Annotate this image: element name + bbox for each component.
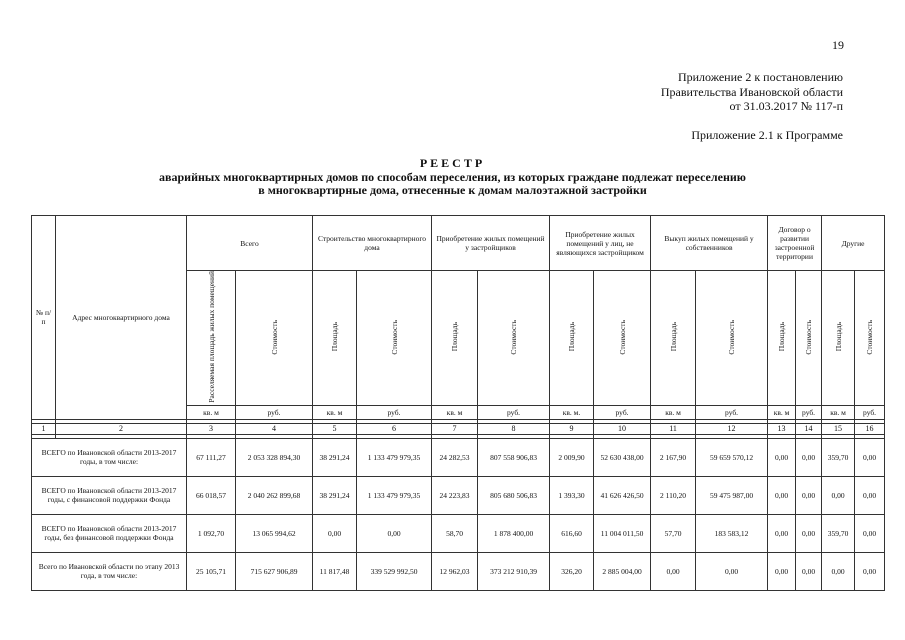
header-sub — [796, 271, 822, 406]
header-sub-label: Площадь — [668, 322, 678, 352]
table-row — [32, 552, 885, 590]
unit-cell: руб. — [855, 405, 885, 419]
table-row — [32, 438, 885, 476]
header-sub — [594, 271, 651, 406]
header-sub — [432, 271, 478, 406]
header-sub-label: Площадь — [567, 322, 577, 352]
cell: 57,70 — [651, 514, 696, 552]
header-sub-label: Расселяемая площадь жилых помещений — [206, 271, 216, 403]
column-number: 1 — [32, 423, 56, 434]
cell: 326,20 — [550, 552, 594, 590]
cell: 2 110,20 — [651, 476, 696, 514]
header-group-construction: Строительство многоквартирного дома — [313, 216, 432, 271]
header-sub-label: Стоимость — [509, 319, 519, 355]
header-sub — [478, 271, 550, 406]
row-label: Всего по Ивановской области по этапу 2013 года, в том числе: — [32, 552, 187, 590]
cell: 2 009,90 — [550, 438, 594, 476]
cell: 2 167,90 — [651, 438, 696, 476]
cell: 0,00 — [651, 552, 696, 590]
cell: 38 291,24 — [313, 438, 357, 476]
column-number: 4 — [236, 423, 313, 434]
cell: 0,00 — [768, 476, 796, 514]
header-sub — [696, 271, 768, 406]
cell: 183 583,12 — [696, 514, 768, 552]
column-number: 16 — [855, 423, 885, 434]
header-group-purchase-developers: Приобретение жилых помещений у застройщиков — [432, 216, 550, 271]
cell: 52 630 438,00 — [594, 438, 651, 476]
appendix-block — [661, 70, 843, 114]
header-sub-label: Площадь — [330, 322, 339, 352]
unit-cell: кв. м. — [550, 405, 594, 419]
header-sub — [822, 271, 855, 406]
column-number: 10 — [594, 423, 651, 434]
header-group-buyout: Выкуп жилых помещений у собственников — [651, 216, 768, 271]
cell: 1 133 479 979,35 — [357, 438, 432, 476]
cell: 1 133 479 979,35 — [357, 476, 432, 514]
cell: 339 529 992,50 — [357, 552, 432, 590]
header-row-groups — [32, 216, 885, 271]
cell: 66 018,57 — [187, 476, 236, 514]
unit-cell: руб. — [796, 405, 822, 419]
cell: 0,00 — [768, 552, 796, 590]
column-number: 3 — [187, 423, 236, 434]
cell: 2 885 004,00 — [594, 552, 651, 590]
header-sub — [550, 271, 594, 406]
title-line-3: в многоквартирные дома, отнесенные к домам малоэтажной застройки — [258, 183, 647, 197]
cell: 0,00 — [822, 552, 855, 590]
unit-cell: кв. м — [822, 405, 855, 419]
header-sub-label: Площадь — [833, 322, 843, 352]
cell: 1 878 400,00 — [478, 514, 550, 552]
column-number: 15 — [822, 423, 855, 434]
header-sub — [187, 271, 236, 406]
cell: 715 627 906,89 — [236, 552, 313, 590]
column-number: 9 — [550, 423, 594, 434]
column-number: 2 — [56, 423, 187, 434]
cell: 0,00 — [357, 514, 432, 552]
cell: 0,00 — [313, 514, 357, 552]
cell: 12 962,03 — [432, 552, 478, 590]
cell: 0,00 — [768, 438, 796, 476]
cell: 0,00 — [855, 514, 885, 552]
cell: 0,00 — [796, 438, 822, 476]
unit-cell: руб. — [357, 405, 432, 419]
cell: 0,00 — [796, 514, 822, 552]
header-sub — [236, 271, 313, 406]
cell: 373 212 910,39 — [478, 552, 550, 590]
cell: 359,70 — [822, 438, 855, 476]
header-sub-label: Стоимость — [269, 319, 279, 355]
column-number: 11 — [651, 423, 696, 434]
appendix-line-2: Правительства Ивановской области — [660, 84, 843, 99]
cell: 25 105,71 — [187, 552, 236, 590]
appendix-line-3: от 31.03.2017 № 117-п — [729, 99, 843, 113]
cell: 59 659 570,12 — [696, 438, 768, 476]
cell: 41 626 426,50 — [594, 476, 651, 514]
page-number: 19 — [832, 38, 844, 52]
column-number: 6 — [357, 423, 432, 434]
cell: 805 680 506,83 — [478, 476, 550, 514]
header-sub-label: Стоимость — [865, 319, 875, 355]
cell: 0,00 — [696, 552, 768, 590]
cell: 0,00 — [768, 514, 796, 552]
cell: 2 053 328 894,30 — [236, 438, 313, 476]
column-number: 12 — [696, 423, 768, 434]
cell: 59 475 987,00 — [696, 476, 768, 514]
document-title — [0, 157, 905, 198]
row-label: ВСЕГО по Ивановской области 2013-2017 годы, без финансовой поддержки Фонда — [32, 514, 187, 552]
cell: 67 111,27 — [187, 438, 236, 476]
column-number-row — [32, 423, 885, 434]
unit-cell: кв. м — [651, 405, 696, 419]
registry-table — [31, 215, 885, 591]
unit-cell: руб. — [594, 405, 651, 419]
header-group-total: Всего — [187, 216, 313, 271]
cell: 0,00 — [855, 476, 885, 514]
appendix-line-1: Приложение 2 к постановлению — [677, 70, 843, 84]
unit-cell: кв. м — [768, 405, 796, 419]
header-sub-label: Площадь — [777, 322, 787, 352]
header-sub — [357, 271, 432, 406]
header-group-development-agreement: Договор о развитии застроенной территории — [768, 216, 822, 271]
title-line-2: аварийных многоквартирных домов по способам переселения, из которых граждане подлежат переселению — [159, 169, 746, 184]
header-sub-label: Стоимость — [617, 319, 627, 355]
cell: 38 291,24 — [313, 476, 357, 514]
cell: 359,70 — [822, 514, 855, 552]
cell: 2 040 262 899,68 — [236, 476, 313, 514]
cell: 11 004 011,50 — [594, 514, 651, 552]
header-sub-label: Стоимость — [804, 319, 814, 355]
table-row — [32, 514, 885, 552]
column-number: 8 — [478, 423, 550, 434]
header-sub — [313, 271, 357, 406]
cell: 807 558 906,83 — [478, 438, 550, 476]
cell: 1 092,70 — [187, 514, 236, 552]
unit-cell: руб. — [236, 405, 313, 419]
column-number: 13 — [768, 423, 796, 434]
cell: 1 393,30 — [550, 476, 594, 514]
cell: 0,00 — [822, 476, 855, 514]
column-number: 7 — [432, 423, 478, 434]
column-number: 5 — [313, 423, 357, 434]
cell: 0,00 — [855, 552, 885, 590]
header-no: № п/п — [32, 216, 56, 420]
header-sub-label: Стоимость — [727, 319, 737, 355]
cell: 616,60 — [550, 514, 594, 552]
header-group-purchase-non-developers: Приобретение жилых помещений у лиц, не являющихся застройщиком — [550, 216, 651, 271]
cell: 0,00 — [796, 552, 822, 590]
cell: 24 282,53 — [432, 438, 478, 476]
header-sub-label: Площадь — [450, 322, 460, 352]
header-address: Адрес многоквартирного дома — [56, 216, 187, 420]
unit-cell: руб. — [696, 405, 768, 419]
unit-cell: кв. м — [432, 405, 478, 419]
cell: 11 817,48 — [313, 552, 357, 590]
unit-cell: руб. — [478, 405, 550, 419]
header-sub-label: Стоимость — [389, 319, 399, 355]
cell: 0,00 — [796, 476, 822, 514]
header-sub — [651, 271, 696, 406]
appendix-line-4: Приложение 2.1 к Программе — [691, 128, 843, 142]
header-sub — [855, 271, 885, 406]
header-group-other: Другие — [822, 216, 885, 271]
cell: 58,70 — [432, 514, 478, 552]
header-sub — [768, 271, 796, 406]
cell: 24 223,83 — [432, 476, 478, 514]
cell: 0,00 — [855, 438, 885, 476]
table-row — [32, 476, 885, 514]
column-number: 14 — [796, 423, 822, 434]
row-label: ВСЕГО по Ивановской области 2013-2017 годы, в том числе: — [32, 438, 187, 476]
unit-cell: кв. м — [313, 405, 357, 419]
cell: 13 065 994,62 — [236, 514, 313, 552]
unit-cell: кв. м — [187, 405, 236, 419]
title-line-1: РЕЕСТР — [419, 156, 486, 170]
row-label: ВСЕГО по Ивановской области 2013-2017 годы, с финансовой поддержки Фонда — [32, 476, 187, 514]
